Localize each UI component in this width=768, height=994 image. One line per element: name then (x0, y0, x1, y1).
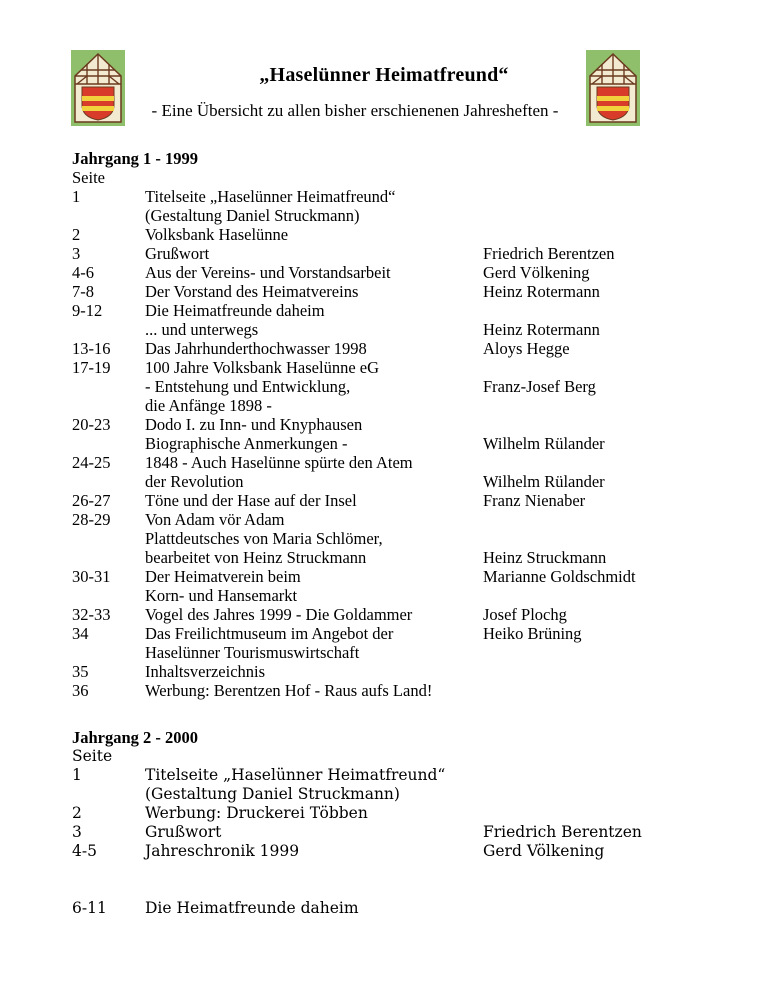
page-number: 4-6 (72, 263, 94, 282)
article-title: Volksbank Haselünne (145, 225, 289, 244)
list-item (72, 548, 607, 567)
list-item (72, 377, 596, 396)
article-title: ... und unterwegs (145, 320, 259, 339)
list-item (72, 823, 642, 842)
page-number: 20-23 (72, 415, 111, 434)
article-author: Heinz Rotermann (483, 320, 600, 339)
contents-list (72, 187, 636, 700)
list-item (72, 301, 325, 320)
page-number: 1 (72, 766, 82, 784)
article-title: der Revolution (145, 472, 244, 491)
article-title: Vogel des Jahres 1999 - Die Goldammer (145, 605, 413, 624)
page-number: 24-25 (72, 453, 111, 472)
article-title: Töne und der Hase auf der Insel (145, 491, 357, 510)
list-item (72, 282, 600, 301)
page-number: 2 (72, 804, 82, 822)
article-title: - Entstehung und Entwicklung, (145, 377, 351, 396)
list-item (72, 624, 582, 643)
article-title: Titelseite „Haselünner Heimatfreund“ (145, 766, 446, 784)
list-item (72, 187, 396, 206)
list-item (72, 681, 433, 700)
article-title: (Gestaltung Daniel Struckmann) (145, 785, 400, 803)
list-item (72, 472, 605, 491)
list-item (72, 415, 363, 434)
volume-section (72, 728, 642, 918)
article-title: Die Heimatfreunde daheim (145, 301, 325, 320)
article-author: Marianne Goldschmidt (483, 567, 636, 586)
article-title: Haselünner Tourismuswirtschaft (145, 643, 360, 662)
page-column-label: Seite (72, 747, 113, 765)
list-item (72, 453, 413, 472)
list-item (72, 880, 198, 899)
article-author: Franz-Josef Berg (483, 377, 596, 396)
list-item (72, 263, 590, 282)
page-number: 4-5 (72, 842, 97, 860)
article-title: Das Jahrhunderthochwasser 1998 (145, 339, 367, 358)
page-number: 1 (72, 187, 81, 206)
list-item (72, 567, 636, 586)
list-item (72, 605, 567, 624)
article-author: Wilhelm Rülander (483, 472, 605, 491)
page-number: 32-33 (72, 605, 111, 624)
page-number: 3 (72, 823, 82, 841)
list-item (72, 244, 615, 263)
article-author: Friedrich Berentzen (483, 244, 615, 263)
article-title: Aus der Vereins- und Vorstandsarbeit (145, 263, 391, 282)
article-title: Der Vorstand des Heimatvereins (145, 282, 359, 301)
article-author: Heiko Brüning (483, 624, 582, 643)
page-number: 35 (72, 662, 89, 681)
list-item (72, 785, 400, 804)
list-item (72, 396, 272, 415)
article-title: Der Heimatverein beim (145, 567, 301, 586)
list-item (72, 491, 586, 510)
article-author: Friedrich Berentzen (483, 823, 642, 841)
page-number: 17-19 (72, 358, 111, 377)
list-item (72, 804, 368, 823)
list-item (72, 842, 605, 861)
article-title: (Gestaltung Daniel Struckmann) (145, 206, 360, 225)
article-title: Von Adam vör Adam (145, 510, 285, 529)
article-title: Werbung: Berentzen Hof - Raus aufs Land! (145, 681, 433, 700)
page-number: 30-31 (72, 567, 111, 586)
volume-section (72, 149, 636, 700)
page-number: 13-16 (72, 339, 111, 358)
article-title: Dodo I. zu Inn- und Knyphausen (145, 415, 363, 434)
list-item (72, 662, 266, 681)
list-item (72, 529, 383, 548)
page-number: 36 (72, 681, 89, 700)
list-item (72, 766, 446, 785)
article-author: Heinz Struckmann (483, 548, 607, 567)
list-item (72, 339, 570, 358)
page-number: 3 (72, 244, 81, 263)
article-title: Werbung: Druckerei Többen (145, 804, 368, 822)
article-title: Die Heimatfreunde daheim (145, 899, 359, 917)
article-author: Wilhelm Rülander (483, 434, 605, 453)
article-author: Josef Plochg (483, 605, 567, 624)
article-author: Gerd Völkening (483, 263, 590, 282)
page-column-label: Seite (72, 168, 105, 187)
list-item (72, 586, 298, 605)
article-title: Biographische Anmerkungen - (145, 434, 348, 453)
list-item (72, 899, 359, 918)
list-item (72, 861, 198, 880)
page-number: 34 (72, 624, 89, 643)
article-title: die Anfänge 1898 - (145, 396, 272, 415)
article-title: Grußwort (145, 244, 210, 263)
article-title: 100 Jahre Volksbank Haselünne eG (145, 358, 380, 377)
page-number: 28-29 (72, 510, 111, 529)
article-title: Plattdeutsches von Maria Schlömer, (145, 529, 383, 548)
article-title: Inhaltsverzeichnis (145, 662, 266, 681)
article-author: Heinz Rotermann (483, 282, 600, 301)
page-number: 2 (72, 225, 81, 244)
page-number: 26-27 (72, 491, 111, 510)
page-number: 6-11 (72, 899, 107, 917)
article-author: Franz Nienaber (483, 491, 586, 510)
list-item (72, 206, 360, 225)
article-title: Jahreschronik 1999 (145, 842, 300, 860)
contents-list (72, 766, 642, 918)
article-title: bearbeitet von Heinz Struckmann (145, 548, 367, 567)
volume-heading: Jahrgang 1 - 1999 (72, 149, 199, 168)
article-title: Das Freilichtmuseum im Angebot der (145, 624, 394, 643)
list-item (72, 434, 605, 453)
article-author: Aloys Hegge (483, 339, 570, 358)
page-number: 9-12 (72, 301, 103, 320)
page-number: 7-8 (72, 282, 94, 301)
list-item (72, 225, 289, 244)
article-title: Titelseite „Haselünner Heimatfreund“ (145, 187, 396, 206)
document-title: „Haselünner Heimatfreund“ (259, 64, 509, 86)
list-item (72, 358, 380, 377)
document-subtitle: - Eine Übersicht zu allen bisher erschienenen Jahresheften - (151, 101, 559, 120)
article-title: Korn- und Hansemarkt (145, 586, 298, 605)
article-title: 1848 - Auch Haselünne spürte den Atem (145, 453, 413, 472)
article-title: Grußwort (145, 823, 222, 841)
article-author: Gerd Völkening (483, 842, 605, 860)
list-item (72, 320, 600, 339)
list-item (72, 510, 285, 529)
list-item (72, 643, 360, 662)
volume-heading: Jahrgang 2 - 2000 (72, 728, 199, 747)
